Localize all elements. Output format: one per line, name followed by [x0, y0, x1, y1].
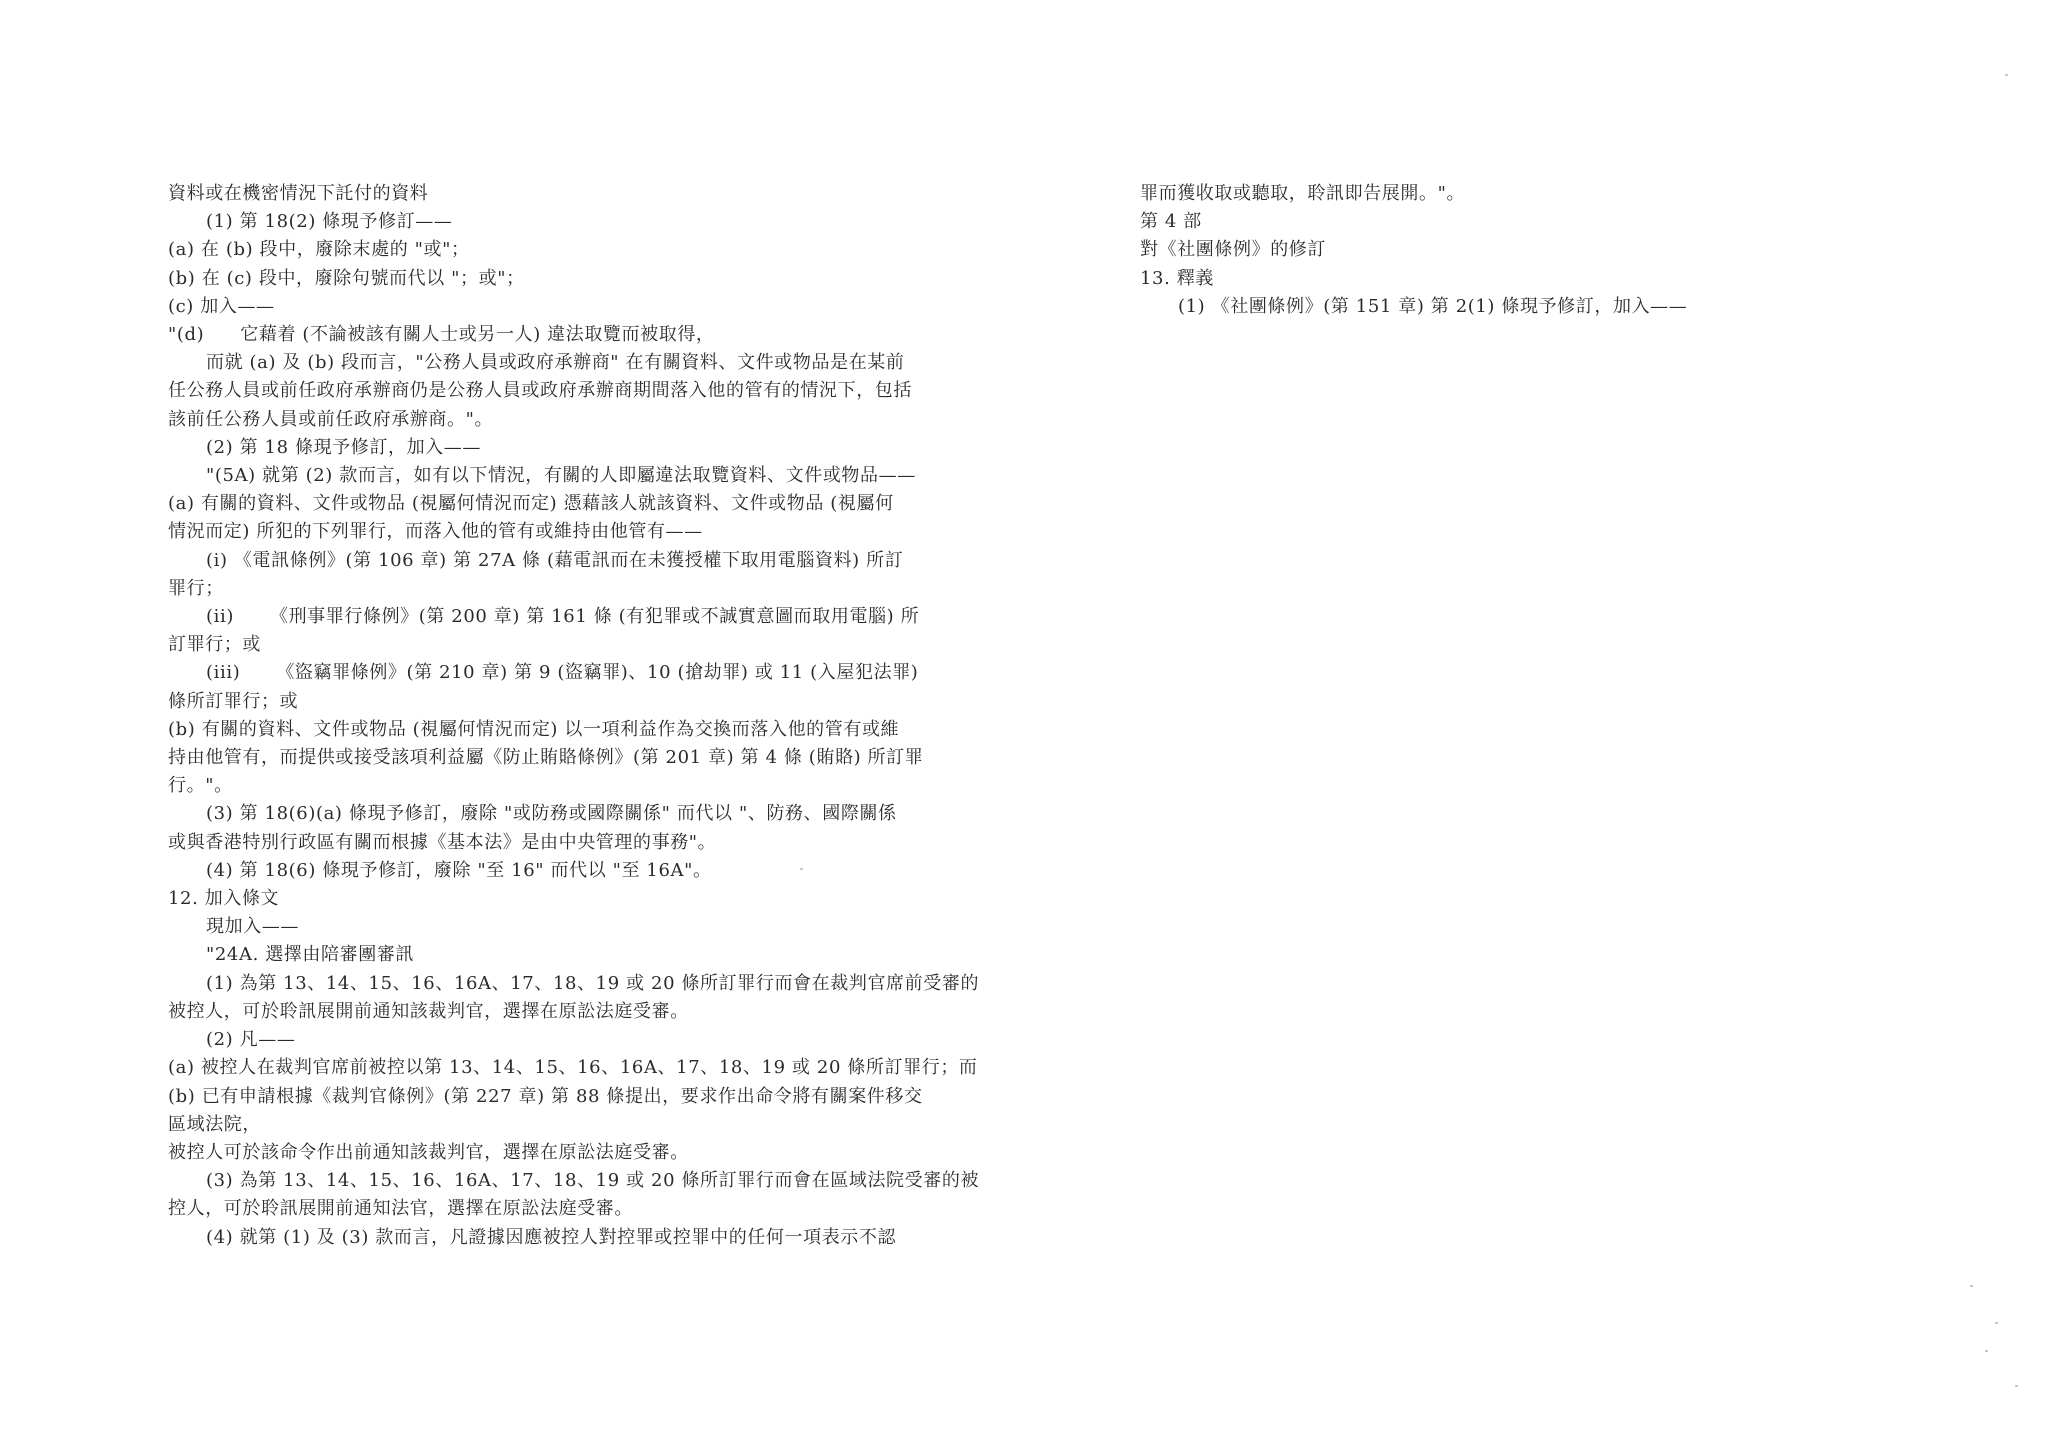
- right-column: [1140, 180, 1840, 321]
- text-line: 現加入——: [206, 916, 299, 938]
- text-line: (a) 在 (b) 段中，廢除末處的 "或"；: [168, 239, 470, 261]
- text-line: (i) 《電訊條例》(第 106 章) 第 27A 條 (藉電訊而在未獲授權下取用電腦資料) 所訂: [206, 549, 904, 571]
- section-heading: 12. 加入條文: [168, 888, 280, 910]
- text-line: "(5A) 就第 (2) 款而言，如有以下情況，有關的人即屬違法取覽資料、文件或物品——: [206, 465, 916, 487]
- scan-speck: [800, 868, 803, 870]
- text-line: (b) 已有申請根據《裁判官條例》(第 227 章) 第 88 條提出，要求作出命令將有關案件移交: [168, 1085, 923, 1107]
- text-line: 區域法院，: [168, 1113, 261, 1135]
- subclause-iii-line: [168, 659, 928, 687]
- text-line: (3) 為第 13、14、15、16、16A、17、18、19 或 20 條所訂罪行而會在區域法院受審的被: [206, 1170, 980, 1192]
- scan-speck: [2015, 1385, 2018, 1387]
- scan-speck: [1995, 1322, 1998, 1324]
- text-line: 訂罪行；或: [168, 634, 261, 656]
- text-line: (4) 第 18(6) 條現予修訂，廢除 "至 16" 而代以 "至 16A"。: [206, 859, 712, 881]
- text-line: 罪行；: [168, 577, 224, 599]
- paragraph-d-line: [168, 321, 928, 349]
- text-line: 而就 (a) 及 (b) 段而言，"公務人員或政府承辦商" 在有關資料、文件或物品是在某前: [206, 352, 905, 374]
- text-line: (b) 在 (c) 段中，廢除句號而代以 "；或"；: [168, 267, 525, 289]
- text-line: (1) 為第 13、14、15、16、16A、17、18、19 或 20 條所訂罪行而會在裁判官席前受審的: [206, 972, 980, 994]
- text-line: 情況而定) 所犯的下列罪行，而落入他的管有或維持由他管有——: [168, 521, 703, 543]
- text-line: 資料或在機密情況下託付的資料: [168, 183, 429, 204]
- clause-text: 《盜竊罪條例》(第 210 章) 第 9 (盜竊罪)、10 (搶劫罪) 或 11 (入屋犯法罪): [276, 662, 919, 684]
- text-line: (a) 有關的資料、文件或物品 (視屬何情況而定) 憑藉該人就該資料、文件或物品 (視屬何: [168, 493, 894, 515]
- subclause-ii-line: [168, 603, 928, 631]
- text-line: 控人，可於聆訊展開前通知法官，選擇在原訟法庭受審。: [168, 1198, 633, 1220]
- text-line: (c) 加入——: [168, 295, 275, 317]
- text-line: 條所訂罪行；或: [168, 690, 299, 712]
- scan-speck: [1970, 1285, 1973, 1287]
- scan-speck: [1985, 1350, 1988, 1352]
- clause-label: (ii): [206, 606, 234, 628]
- text-line: (1) 第 18(2) 條現予修訂——: [206, 211, 453, 233]
- scan-speck: [2005, 74, 2008, 76]
- text-line: (3) 第 18(6)(a) 條現予修訂，廢除 "或防務或國際關係" 而代以 "、防務、國際關係: [206, 803, 897, 825]
- text-line: 行。"。: [168, 775, 233, 797]
- text-line: 該前任公務人員或前任政府承辦商。"。: [168, 408, 494, 430]
- text-line: (2) 凡——: [206, 1029, 296, 1051]
- text-line: (a) 被控人在裁判官席前被控以第 13、14、15、16、16A、17、18、19 或 20 條所訂罪行；而: [168, 1057, 978, 1079]
- left-column: [168, 180, 980, 1252]
- text-line: (b) 有關的資料、文件或物品 (視屬何情況而定) 以一項利益作為交換而落入他的管有或維: [168, 718, 900, 740]
- text-line: 被控人，可於聆訊展開前通知該裁判官，選擇在原訟法庭受審。: [168, 1000, 689, 1022]
- text-line: 罪而獲收取或聽取，聆訊即告展開。"。: [1140, 183, 1466, 204]
- text-line: "24A. 選擇由陪審團審訊: [206, 944, 415, 966]
- clause-text: 它藉着 (不論被該有關人士或另一人) 違法取覽而被取得，: [240, 324, 715, 346]
- text-line: 持由他管有，而提供或接受該項利益屬《防止賄賂條例》(第 201 章) 第 4 條 (賄賂) 所訂罪: [168, 747, 924, 769]
- part-title: 對《社團條例》的修訂: [1140, 239, 1326, 261]
- part-heading: 第 4 部: [1140, 211, 1202, 233]
- text-line: (2) 第 18 條現予修訂，加入——: [206, 436, 481, 458]
- text-line: (1) 《社團條例》(第 151 章) 第 2(1) 條現予修訂，加入——: [1178, 295, 1688, 317]
- clause-text: 《刑事罪行條例》(第 200 章) 第 161 條 (有犯罪或不誠實意圖而取用電腦) 所: [269, 606, 920, 628]
- section-heading: 13. 釋義: [1140, 267, 1214, 289]
- clause-label: (iii): [206, 662, 241, 684]
- clause-label: "(d): [168, 324, 205, 346]
- text-line: 或與香港特別行政區有關而根據《基本法》是由中央管理的事務"。: [168, 831, 717, 853]
- text-line: 任公務人員或前任政府承辦商仍是公務人員或政府承辦商期間落入他的管有的情況下，包括: [168, 380, 912, 402]
- text-line: 被控人可於該命令作出前通知該裁判官，選擇在原訟法庭受審。: [168, 1141, 689, 1163]
- text-line: (4) 就第 (1) 及 (3) 款而言，凡證據因應被控人對控罪或控罪中的任何一項表示不認: [206, 1226, 897, 1248]
